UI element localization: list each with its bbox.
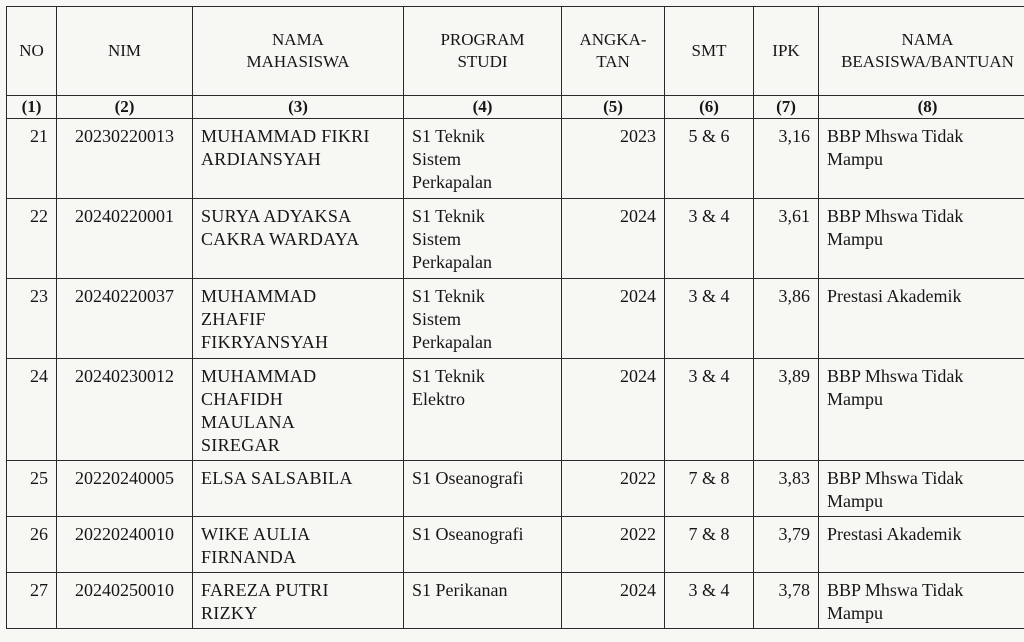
table-row — [7, 279, 1024, 359]
cell-nama: FAREZA PUTRI RIZKY — [193, 573, 404, 629]
cell-nama: WIKE AULIA FIRNANDA — [193, 517, 404, 573]
header-nama: NAMA MAHASISWA — [193, 7, 404, 96]
column-number: (2) — [57, 96, 193, 119]
cell-beasiswa: BBP Mhswa Tidak Mampu — [819, 199, 1024, 279]
column-number: (1) — [7, 96, 57, 119]
header-prodi: PROGRAM STUDI — [404, 7, 562, 96]
header-beasiswa: NAMA BEASISWA/BANTUAN — [819, 7, 1024, 96]
header-row — [7, 7, 1024, 96]
cell-nama: MUHAMMAD FIKRI ARDIANSYAH — [193, 119, 404, 199]
cell-ipk: 3,79 — [754, 517, 819, 573]
cell-beasiswa: Prestasi Akademik — [819, 279, 1024, 359]
cell-prodi: S1 Teknik Sistem Perkapalan — [404, 199, 562, 279]
cell-smt: 7 & 8 — [665, 517, 754, 573]
cell-no: 22 — [7, 199, 57, 279]
cell-nama: MUHAMMAD ZHAFIF FIKRYANSYAH — [193, 279, 404, 359]
column-number: (3) — [193, 96, 404, 119]
cell-beasiswa: BBP Mhswa Tidak Mampu — [819, 119, 1024, 199]
header-angkatan: ANGKA- TAN — [562, 7, 665, 96]
cell-nim: 20230220013 — [57, 119, 193, 199]
cell-no: 24 — [7, 359, 57, 461]
cell-beasiswa: BBP Mhswa Tidak Mampu — [819, 573, 1024, 629]
cell-angkatan: 2024 — [562, 279, 665, 359]
cell-nim: 20220240010 — [57, 517, 193, 573]
cell-angkatan: 2024 — [562, 359, 665, 461]
scholarship-table — [6, 6, 1024, 629]
column-number: (4) — [404, 96, 562, 119]
cell-ipk: 3,89 — [754, 359, 819, 461]
cell-nim: 20240230012 — [57, 359, 193, 461]
cell-ipk: 3,61 — [754, 199, 819, 279]
cell-ipk: 3,86 — [754, 279, 819, 359]
header-ipk: IPK — [754, 7, 819, 96]
cell-smt: 3 & 4 — [665, 279, 754, 359]
cell-nama: SURYA ADYAKSA CAKRA WARDAYA — [193, 199, 404, 279]
cell-angkatan: 2023 — [562, 119, 665, 199]
table-row — [7, 573, 1024, 629]
table-row — [7, 517, 1024, 573]
column-number: (8) — [819, 96, 1024, 119]
cell-prodi: S1 Teknik Sistem Perkapalan — [404, 279, 562, 359]
cell-no: 21 — [7, 119, 57, 199]
column-number: (7) — [754, 96, 819, 119]
cell-nama: MUHAMMAD CHAFIDH MAULANA SIREGAR — [193, 359, 404, 461]
cell-ipk: 3,16 — [754, 119, 819, 199]
cell-ipk: 3,83 — [754, 461, 819, 517]
cell-smt: 3 & 4 — [665, 199, 754, 279]
cell-no: 23 — [7, 279, 57, 359]
cell-prodi: S1 Teknik Sistem Perkapalan — [404, 119, 562, 199]
cell-smt: 7 & 8 — [665, 461, 754, 517]
column-number: (5) — [562, 96, 665, 119]
cell-no: 25 — [7, 461, 57, 517]
cell-smt: 5 & 6 — [665, 119, 754, 199]
cell-angkatan: 2022 — [562, 517, 665, 573]
cell-beasiswa: Prestasi Akademik — [819, 517, 1024, 573]
table-row — [7, 199, 1024, 279]
header-no: NO — [7, 7, 57, 96]
cell-nim: 20240220001 — [57, 199, 193, 279]
cell-prodi: S1 Teknik Elektro — [404, 359, 562, 461]
cell-angkatan: 2022 — [562, 461, 665, 517]
cell-prodi: S1 Perikanan — [404, 573, 562, 629]
cell-angkatan: 2024 — [562, 199, 665, 279]
cell-nim: 20220240005 — [57, 461, 193, 517]
cell-nim: 20240250010 — [57, 573, 193, 629]
cell-beasiswa: BBP Mhswa Tidak Mampu — [819, 461, 1024, 517]
cell-smt: 3 & 4 — [665, 359, 754, 461]
cell-ipk: 3,78 — [754, 573, 819, 629]
column-number: (6) — [665, 96, 754, 119]
cell-nama: ELSA SALSABILA — [193, 461, 404, 517]
cell-beasiswa: BBP Mhswa Tidak Mampu — [819, 359, 1024, 461]
column-number-row — [7, 96, 1024, 119]
cell-nim: 20240220037 — [57, 279, 193, 359]
header-smt: SMT — [665, 7, 754, 96]
table-row — [7, 359, 1024, 461]
cell-prodi: S1 Oseanografi — [404, 461, 562, 517]
cell-angkatan: 2024 — [562, 573, 665, 629]
cell-no: 27 — [7, 573, 57, 629]
cell-no: 26 — [7, 517, 57, 573]
cell-smt: 3 & 4 — [665, 573, 754, 629]
header-nim: NIM — [57, 7, 193, 96]
table-row — [7, 461, 1024, 517]
table-row — [7, 119, 1024, 199]
cell-prodi: S1 Oseanografi — [404, 517, 562, 573]
